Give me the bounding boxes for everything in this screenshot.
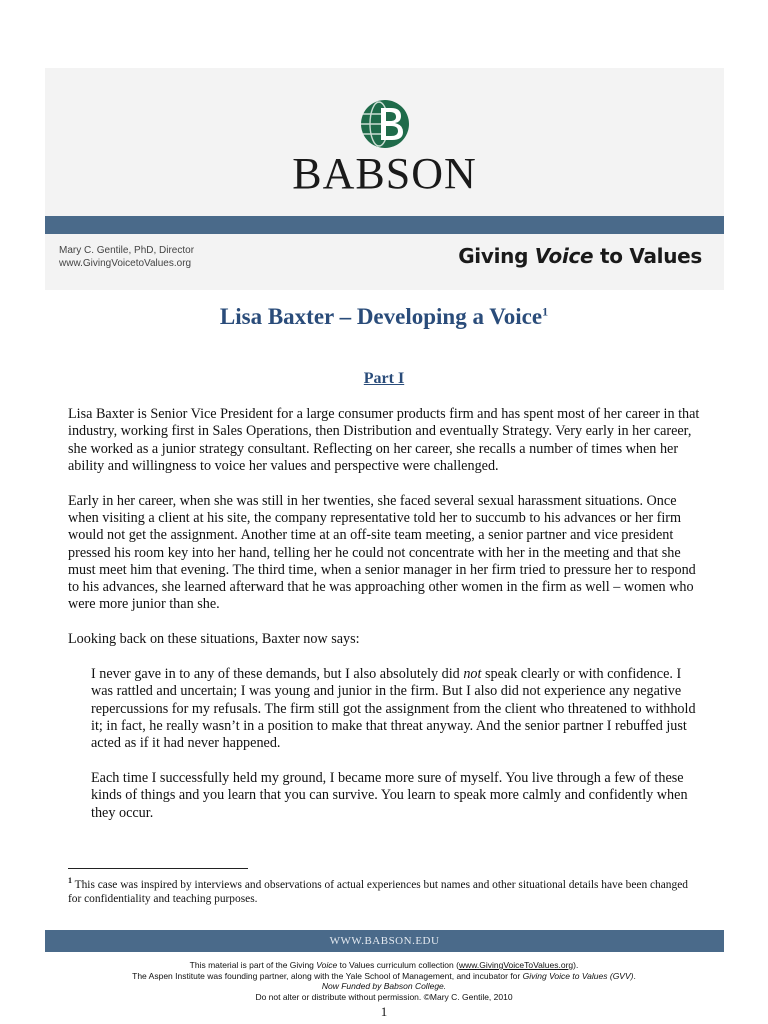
footer-line1-mid: to Values curriculum collection ( (337, 960, 459, 970)
title-text: Lisa Baxter – Developing a Voice (219, 304, 543, 329)
footer-line2-emphasis: Giving Voice to Values (GVV) (522, 970, 634, 981)
program-name-emphasis: Voice (534, 244, 594, 268)
program-website: www.GivingVoicetoValues.org (59, 258, 192, 269)
quote1-emphasis: not (463, 666, 482, 683)
footer-line-1 (0, 960, 768, 971)
block-quote (91, 666, 703, 822)
director-name: Mary C. Gentile, PhD, Director (59, 245, 195, 256)
quote1-pre: I never gave in to any of these demands, but I also absolutely did (91, 666, 464, 683)
page-number: 1 (380, 1004, 388, 1019)
footer-line1-emphasis: Voice (316, 960, 338, 970)
director-block (59, 244, 194, 270)
curriculum-link[interactable]: www.GivingVoiceToValues.org (458, 960, 574, 970)
header-rule (45, 216, 724, 234)
footer-line1-post: ). (573, 960, 579, 970)
footer-line-2 (0, 971, 768, 982)
footer-line-4: Do not alter or distribute without permission. ©Mary C. Gentile, 2010 (255, 991, 513, 1002)
header-band (45, 68, 724, 216)
body-text (68, 406, 704, 839)
footnote-text: This case was inspired by interviews and observations of actual experiences but names and other situational details have been changed for confidentiality and teaching purposes. (68, 878, 688, 905)
footnote-mark: 1 (68, 876, 72, 885)
paragraph-3: Looking back on these situations, Baxter now says: (68, 631, 360, 648)
program-name (458, 244, 702, 268)
part-heading: Part I (363, 370, 405, 387)
footer-line-3: Now Funded by Babson College. (321, 981, 447, 991)
title-footnote-mark: 1 (542, 304, 549, 319)
program-name-post: to Values (593, 244, 702, 268)
sub-header-band (45, 234, 724, 290)
footer-notice (0, 960, 768, 1002)
footnote (68, 874, 704, 906)
quote-paragraph-1 (91, 666, 703, 752)
logo (45, 98, 724, 196)
footer-line2-post: . (633, 970, 636, 981)
quote-paragraph-2: Each time I successfully held my ground, I became more sure of myself. You live through a few of these kinds of things and you learn that you can survive. You learn to speak more calmly and confidently when they occur. (91, 770, 688, 821)
program-name-pre: Giving (458, 244, 535, 268)
brand-name: BABSON (292, 149, 477, 198)
footer-line2-pre: The Aspen Institute was founding partner, along with the Yale School of Management, and incubator for (132, 970, 523, 981)
paragraph-2: Early in her career, when she was still in her twenties, she faced several sexual harassment situations. Once when visiting a client at his site, the company representative told her to succumb to his advances or her firm would not get the assignment. Another time at an off-site team meeting, a senior partner and vice president pressed his room key into her hand, telling her he could not concentrate with her in the meeting and that she must meet him that evening. The third time, when a senior manager in her firm tried to pressure her to respond to his advances, she learned afterward that he was approaching other women in the firm as well – women who were more junior than she. (68, 492, 696, 613)
footer-line1-pre: This material is part of the Giving (189, 960, 317, 970)
paragraph-1: Lisa Baxter is Senior Vice President for a large consumer products firm and has spent most of her career in that industry, working first in Sales Operations, then Distribution and eventually Strategy. Very early in her career, she worked as a junior strategy consultant. Reflecting on her career, she recalls a number of times when her ability and willingness to voice her values and perspective were challenged. (68, 406, 700, 474)
quote1-post: speak clearly or with confidence. I was rattled and uncertain; I was young and junior in the firm. But I also did not experience any negative repercussions for my refusals. The firm still got the assignment from the client who threatened to withhold it; in fact, he really wasn’t in a position to make that threat anyway. And the senior partner I rebuffed just acted as if it had never happened. (91, 666, 696, 752)
footnote-rule (68, 868, 248, 869)
babson-globe-b-icon (359, 98, 411, 150)
footer-url[interactable]: WWW.BABSON.EDU (329, 935, 440, 947)
document-title (0, 304, 768, 330)
footer-bar (45, 930, 724, 952)
